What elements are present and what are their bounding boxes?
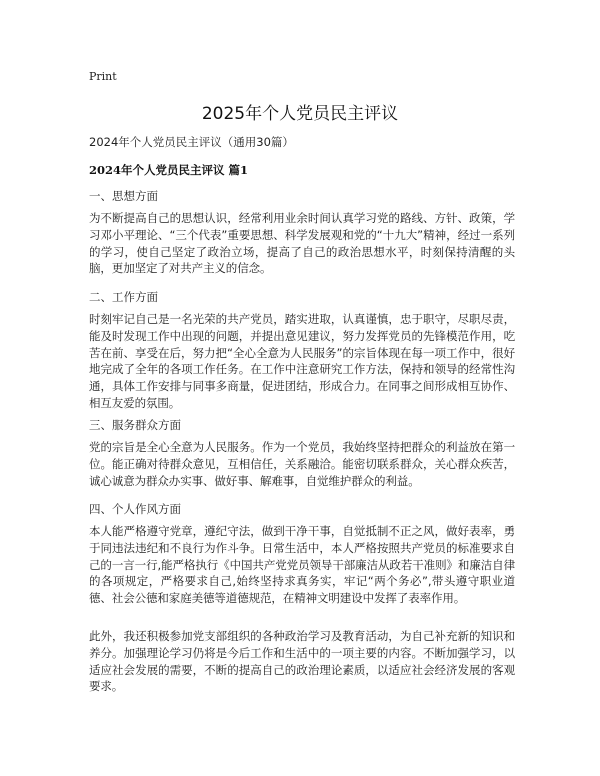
section-text-conduct: 本人能严格遵守党章，遵纪守法，做到干净干事，自觉抵制不正之风，做好表率，勇于同违法违纪和不良行为作斗争。日常生活中，本人严格按照共产党员的标准要求自己的一言一行,能严格执行《中国共产党党员领导干部廉洁从政若干准则》和廉洁自律的各项规定，严格要求自己,始终坚持求真务实，牢记“两个务必”,带头遵守职业道德、社会公德和家庭美德等道德规范，在精神文明建设中发挥了表率作用。 — [89, 524, 515, 606]
closing-paragraph: 此外，我还积极参加党支部组织的各种政治学习及教育活动，为自己补充新的知识和养分。加强理论学习仍将是今后工作和生活中的一项主要的内容。不断加强学习，以适应社会发展的需要，不断的提高自己的政治理论素质，以适应社会经济发展的客观要求。 — [89, 629, 515, 694]
document-subtitle: 2024年个人党员民主评议（通用30篇） — [89, 135, 294, 149]
section-text-thought: 为不断提高自己的思想认识，经常利用业余时间认真学习党的路线、方针、政策，学习邓小平理论、“三个代表”重要思想、科学发展观和党的“十九大”精神，经过一系列的学习，使自己坚定了政治立场，提高了自己的政治思想水平，时刻保持清醒的头脑，更加坚定了对共产主义的信念。 — [89, 211, 515, 276]
page-title: 2025年个人党员民主评议 — [201, 104, 399, 124]
section-title-service: 三、服务群众方面 — [89, 418, 181, 432]
print-label[interactable]: Print — [89, 70, 117, 83]
section-text-work: 时刻牢记自己是一名光荣的共产党员，踏实进取，认真谨慎，忠于职守，尽职尽责，能及时发现工作中出现的问题，并提出意见建议，努力发挥党员的先锋模范作用，吃苦在前、享受在后，努力把“全心全意为人民服务”的宗旨体现在每一项工作中，很好地完成了全年的各项工作任务。在工作中注意研究工作方法，保持和领导的经常性沟通，具体工作安排与同事多商量，促进团结，形成合力。在同事之间形成相互协作、相互友爱的氛围。 — [89, 312, 515, 410]
section-text-service: 党的宗旨是全心全意为人民服务。作为一个党员，我始终坚持把群众的利益放在第一位。能正确对待群众意见，互相信任，关系融洽。能密切联系群众，关心群众疾苦，诚心诚意为群众办实事、做好事、解难事，自觉维护群众的利益。 — [89, 440, 515, 488]
section-title-conduct: 四、个人作风方面 — [89, 502, 181, 516]
section-title-work: 二、工作方面 — [89, 290, 158, 304]
article-heading: 2024年个人党员民主评议 篇1 — [89, 163, 249, 177]
section-title-thought: 一、思想方面 — [89, 189, 158, 203]
